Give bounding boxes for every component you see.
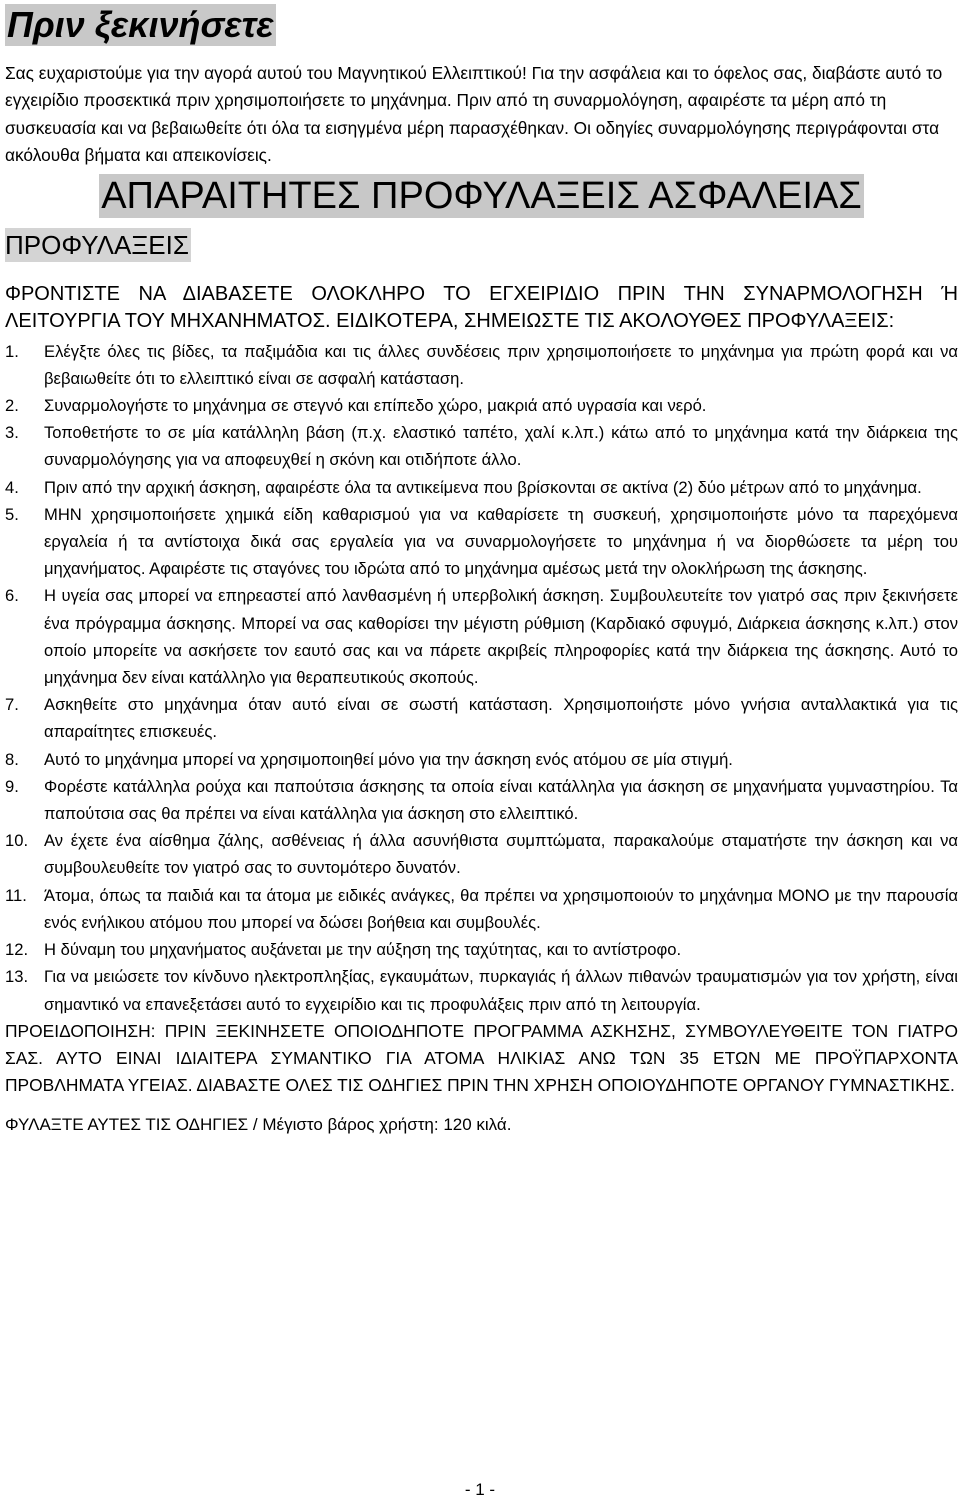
item-text: Φορέστε κατάλληλα ρούχα και παπούτσια άσκησης τα οποία είναι κατάλληλα για άσκηση σε μηχανήματα γυμναστηρίου. Τα παπούτσια σας θα πρέπει να είναι κατάλληλα για άσκηση στο ελλειπτικό. — [44, 776, 958, 824]
item-number: 2. — [5, 396, 19, 416]
list-item — [5, 474, 958, 501]
item-text: ΜΗΝ χρησιμοποιήσετε χημικά είδη καθαρισμού για να καθαρίσετε τη συσκευή, χρησιμοποιήστε μόνο τα παρεχόμενα εργαλεία ή τα αντίστοιχα δικά σας εργαλεία για να συναρμολογήσετε το μηχάνημα ή να διορθώσετε τα μέρη του μηχανήματος. Αφαιρέστε τις σταγόνες του ιδρώτα από το μηχάνημα αμέσως μετά την ολοκλήρωση της άσκησης. — [44, 504, 958, 579]
page-title: Πριν ξεκινήσετε — [7, 4, 274, 45]
item-text: Τοποθετήστε το σε μία κατάλληλη βάση (π.χ. ελαστικό ταπέτο, χαλί κ.λπ.) κάτω από το μηχάνημα κατά την διάρκεια της συναρμολόγησης για να αποφευχθεί η σκόνη και οτιδήποτε άλλο. — [44, 423, 958, 470]
item-number: 1. — [5, 341, 19, 361]
item-text: Ελέγξτε όλες τις βίδες, τα παξιμάδια και τις άλλες συνδέσεις πριν χρησιμοποιήσετε το μηχάνημα για πρώτη φορά και να βεβαιωθείτε ότι το ελλειπτικό είναι σε ασφαλή κατάσταση. — [44, 341, 958, 388]
item-number: 5. — [5, 504, 19, 524]
item-text: Αν έχετε ένα αίσθημα ζάλης, ασθένειας ή άλλα ασυνήθιστα συμπτώματα, παρακαλούμε σταματήστε την άσκηση και να συμβουλευθείτε τον γιατρό σας το συντομότερο δυνατόν. — [44, 831, 958, 878]
caps-notice: ΦΡΟΝΤΙΣΤΕ ΝΑ ΔΙΑΒΑΣΕΤΕ ΟΛΟΚΛΗΡΟ ΤΟ ΕΓΧΕΙΡΙΔΙΟ ΠΡΙΝ ΤΗΝ ΣΥΝΑΡΜΟΛΟΓΗΣΗ Ή ΛΕΙΤΟΥΡΓΙΑ ΤΟΥ ΜΗΧΑΝΗΜΑΤΟΣ. ΕΙΔΙΚΟΤΕΡΑ, ΣΗΜΕΙΩΣΤΕ ΤΙΣ ΑΚΟΛΟΥΘΕΣ ΠΡΟΦΥΛΑΞΕΙΣ: — [5, 282, 958, 333]
item-number: 4. — [5, 477, 19, 497]
list-item — [5, 773, 958, 827]
list-item — [5, 963, 958, 1017]
banner-container — [5, 174, 958, 218]
intro-paragraph: Σας ευχαριστούμε για την αγορά αυτού του Μαγνητικού Ελλειπτικού! Για την ασφάλεια και το όφελος σας, διαβάστε αυτό το εγχειρίδιο προσεκτικά πριν χρησιμοποιήσετε το μηχάνημα. Πριν από τη συναρμολόγηση, αφαιρέστε τα μέρη από τη συσκευασία και να βεβαιωθείτε ότι όλα τα εισηγμένα μέρη παρασχέθηκαν. Οι οδηγίες συναρμολόγησης περιγράφονται στα ακόλουθα βήματα και απεικονίσεις. — [5, 63, 943, 166]
item-number: 10. — [5, 831, 29, 851]
item-text: Η υγεία σας μπορεί να επηρεαστεί από λανθασμένη ή υπερβολική άσκηση. Συμβουλευτείτε τον γιατρό σας πριν ξεκινήσετε ένα πρόγραμμα άσκησης. Μπορεί να σας καθορίσει την μέγιστη ρύθμιση (Καρδιακό σφυγμό, Διάρκεια άσκησης κ.λπ.) στον οποίο μπορείτε να ασκήσετε τον εαυτό σας και να πάρετε ακριβείς πληροφορίες κατά την διάρκεια της άσκησης. Αυτό το μηχάνημα δεν είναι κατάλληλο για θεραπευτικούς σκοπούς. — [44, 586, 958, 688]
list-item — [5, 746, 958, 773]
list-item — [5, 827, 958, 881]
item-number: 9. — [5, 776, 19, 796]
item-text: Για να μειώσετε τον κίνδυνο ηλεκτροπληξίας, εγκαυμάτων, πυρκαγιάς ή άλλων πιθανών τραυματισμών για τον χρήστη, είναι σημαντικό να επανεξετάσει αυτό το εγχειρίδιο και τις προφυλάξεις πριν από τη λειτουργία. — [44, 967, 958, 1014]
section-heading: ΠΡΟΦΥΛΑΞΕΙΣ — [5, 229, 189, 260]
list-item — [5, 419, 958, 473]
keep-instructions-note: ΦΥΛΑΞΤΕ ΑΥΤΕΣ ΤΙΣ ΟΔΗΓΙΕΣ / Μέγιστο βάρος χρήστη: 120 κιλά. — [5, 1115, 512, 1135]
item-text: Ασκηθείτε στο μηχάνημα όταν αυτό είναι σε σωστή κατάσταση. Χρησιμοποιήστε μόνο γνήσια ανταλλακτικά για τις απαραίτητες επισκευές. — [44, 695, 958, 742]
item-number: 13. — [5, 967, 29, 987]
item-number: 8. — [5, 749, 19, 769]
item-text: Άτομα, όπως τα παιδιά και τα άτομα με ειδικές ανάγκες, θα πρέπει να χρησιμοποιούν το μηχάνημα ΜΟΝΟ με την παρουσία ενός ενήλικου ατόμου που μπορεί να δώσει βοήθεια και συμβουλές. — [44, 885, 958, 932]
item-number: 6. — [5, 586, 19, 606]
safety-banner: ΑΠΑΡΑΙΤΗΤΕΣ ΠΡΟΦΥΛΑΞΕΙΣ ΑΣΦΑΛΕΙΑΣ — [101, 174, 862, 217]
list-item — [5, 501, 958, 583]
page-number: - 1 - — [464, 1480, 496, 1499]
list-item — [5, 882, 958, 936]
item-text: Η δύναμη του μηχανήματος αυξάνεται με την αύξηση της ταχύτητας, και το αντίστροφο. — [44, 940, 682, 960]
list-item — [5, 338, 958, 392]
item-text: Συναρμολογήστε το μηχάνημα σε στεγνό και επίπεδο χώρο, μακριά από υγρασία και νερό. — [44, 396, 707, 416]
item-text: Αυτό το μηχάνημα μπορεί να χρησιμοποιηθεί μόνο για την άσκηση ενός ατόμου σε μία στιγμή. — [44, 749, 733, 769]
list-item — [5, 936, 958, 963]
manual-page — [5, 4, 958, 1138]
list-item — [5, 392, 958, 419]
warning-paragraph: ΠΡΟΕΙΔΟΠΟΙΗΣΗ: ΠΡΙΝ ΞΕΚΙΝΗΣΕΤΕ ΟΠΟΙΟΔΗΠΟΤΕ ΠΡΟΓΡΑΜΜΑ ΑΣΚΗΣΗΣ, ΣΥΜΒΟΥΛΕΥΘΕΙΤΕ ΤΟΝ ΓΙΑΤΡΟ ΣΑΣ. ΑΥΤΟ ΕΙΝΑΙ ΙΔΙΑΙΤΕΡΑ ΣΥΜΑΝΤΙΚΟ ΓΙΑ ΑΤΟΜΑ ΗΛΙΚΙΑΣ ΑΝΩ ΤΩΝ 35 ΕΤΩΝ ΜΕ ΠΡΟΫΠΑΡΧΟΝΤΑ ΠΡΟΒΛΗΜΑΤΑ ΥΓΕΙΑΣ. ΔΙΑΒΑΣΤΕ ΟΛΕΣ ΤΙΣ ΟΔΗΓΙΕΣ ΠΡΙΝ ΤΗΝ ΧΡΗΣΗ ΟΠΟΙΟΥΔΗΠΟΤΕ ΟΡΓΑΝΟΥ ΓΥΜΝΑΣΤΙΚΗΣ. — [5, 1020, 958, 1096]
list-item — [5, 582, 958, 691]
item-number: 12. — [5, 940, 29, 960]
list-item — [5, 691, 958, 745]
item-number: 3. — [5, 423, 19, 443]
item-text: Πριν από την αρχική άσκηση, αφαιρέστε όλα τα αντικείμενα που βρίσκονται σε ακτίνα (2) δύο μέτρων από το μηχάνημα. — [44, 477, 922, 497]
item-number: 11. — [5, 885, 27, 905]
precautions-list — [5, 338, 958, 1018]
item-number: 7. — [5, 695, 19, 715]
